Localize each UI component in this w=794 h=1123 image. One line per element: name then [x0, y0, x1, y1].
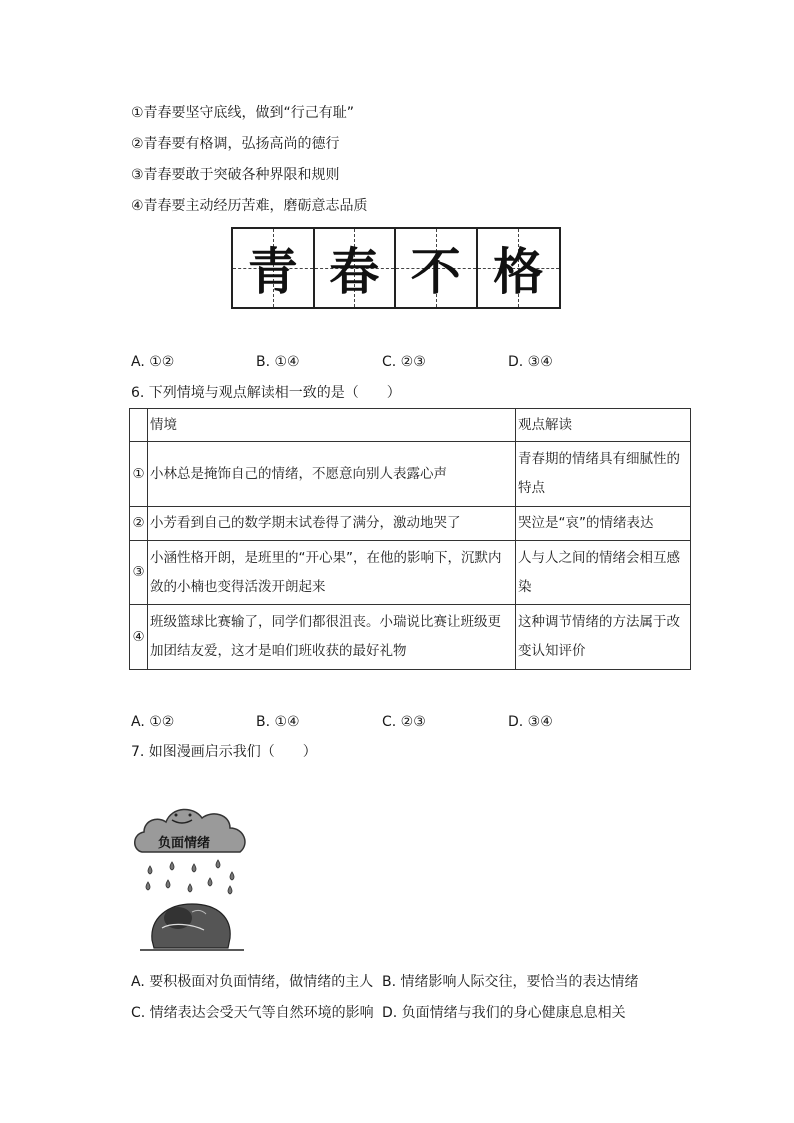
row-view: 青春期的情绪具有细腻性的特点	[516, 442, 691, 507]
row-number: ③	[130, 541, 148, 605]
sad-person	[140, 904, 244, 950]
table-row	[130, 605, 691, 670]
q7-option-c: C. 情绪表达会受天气等自然环境的影响	[131, 1005, 374, 1021]
row-number: ②	[130, 507, 148, 541]
statement-4: ④青春要主动经历苦难，磨砺意志品质	[131, 198, 368, 214]
q6-question: 6. 下列情境与观点解读相一致的是（ ）	[131, 385, 401, 401]
q6-option-a: A. ①②	[131, 714, 175, 730]
cartoon-image	[132, 800, 252, 958]
q5-option-d: D. ③④	[508, 354, 553, 370]
statement-2: ②青春要有格调，弘扬高尚的德行	[131, 136, 340, 152]
header-situation: 情境	[148, 409, 516, 442]
row-view: 人与人之间的情绪会相互感染	[516, 541, 691, 605]
q6-option-b: B. ①④	[256, 714, 300, 730]
row-view: 哭泣是“哀”的情绪表达	[516, 507, 691, 541]
row-situation: 小芳看到自己的数学期末试卷得了满分，激动地哭了	[148, 507, 516, 541]
header-num-cell	[130, 409, 148, 442]
row-situation: 班级篮球比赛输了，同学们都很沮丧。小瑞说比赛让班级更加团结友爱，这才是咱们班收获的最好礼物	[148, 605, 516, 670]
q5-option-b: B. ①④	[256, 354, 300, 370]
cartoon-illustration	[132, 800, 252, 958]
header-view: 观点解读	[516, 409, 691, 442]
q7-option-d: D. 负面情绪与我们的身心健康息息相关	[382, 1005, 626, 1021]
word-grid-image	[231, 227, 561, 309]
q6-table	[129, 408, 691, 670]
row-view: 这种调节情绪的方法属于改变认知评价	[516, 605, 691, 670]
row-number: ④	[130, 605, 148, 670]
cloud-label: 负面情绪	[157, 836, 211, 851]
table-header-row	[130, 409, 691, 442]
table-row	[130, 507, 691, 541]
grid-cell: 青	[233, 229, 315, 307]
grid-cell: 不	[396, 229, 478, 307]
grid-cell: 春	[315, 229, 397, 307]
q5-option-c: C. ②③	[382, 354, 426, 370]
q6-option-c: C. ②③	[382, 714, 426, 730]
q6-option-d: D. ③④	[508, 714, 553, 730]
table-row	[130, 442, 691, 507]
row-number: ①	[130, 442, 148, 507]
grid-cell: 格	[478, 229, 559, 307]
q5-option-a: A. ①②	[131, 354, 175, 370]
statement-1: ①青春要坚守底线，做到“行己有耻”	[131, 105, 355, 121]
statement-3: ③青春要敢于突破各种界限和规则	[131, 167, 340, 183]
q7-option-a: A. 要积极面对负面情绪，做情绪的主人	[131, 974, 374, 990]
row-situation: 小林总是掩饰自己的情绪，不愿意向别人表露心声	[148, 442, 516, 507]
q7-question: 7. 如图漫画启示我们（ ）	[131, 744, 317, 760]
table-row	[130, 541, 691, 605]
rain-drops	[146, 860, 234, 894]
q7-option-b: B. 情绪影响人际交往，要恰当的表达情绪	[382, 974, 639, 990]
row-situation: 小涵性格开朗，是班里的“开心果”，在他的影响下，沉默内敛的小楠也变得活泼开朗起来	[148, 541, 516, 605]
